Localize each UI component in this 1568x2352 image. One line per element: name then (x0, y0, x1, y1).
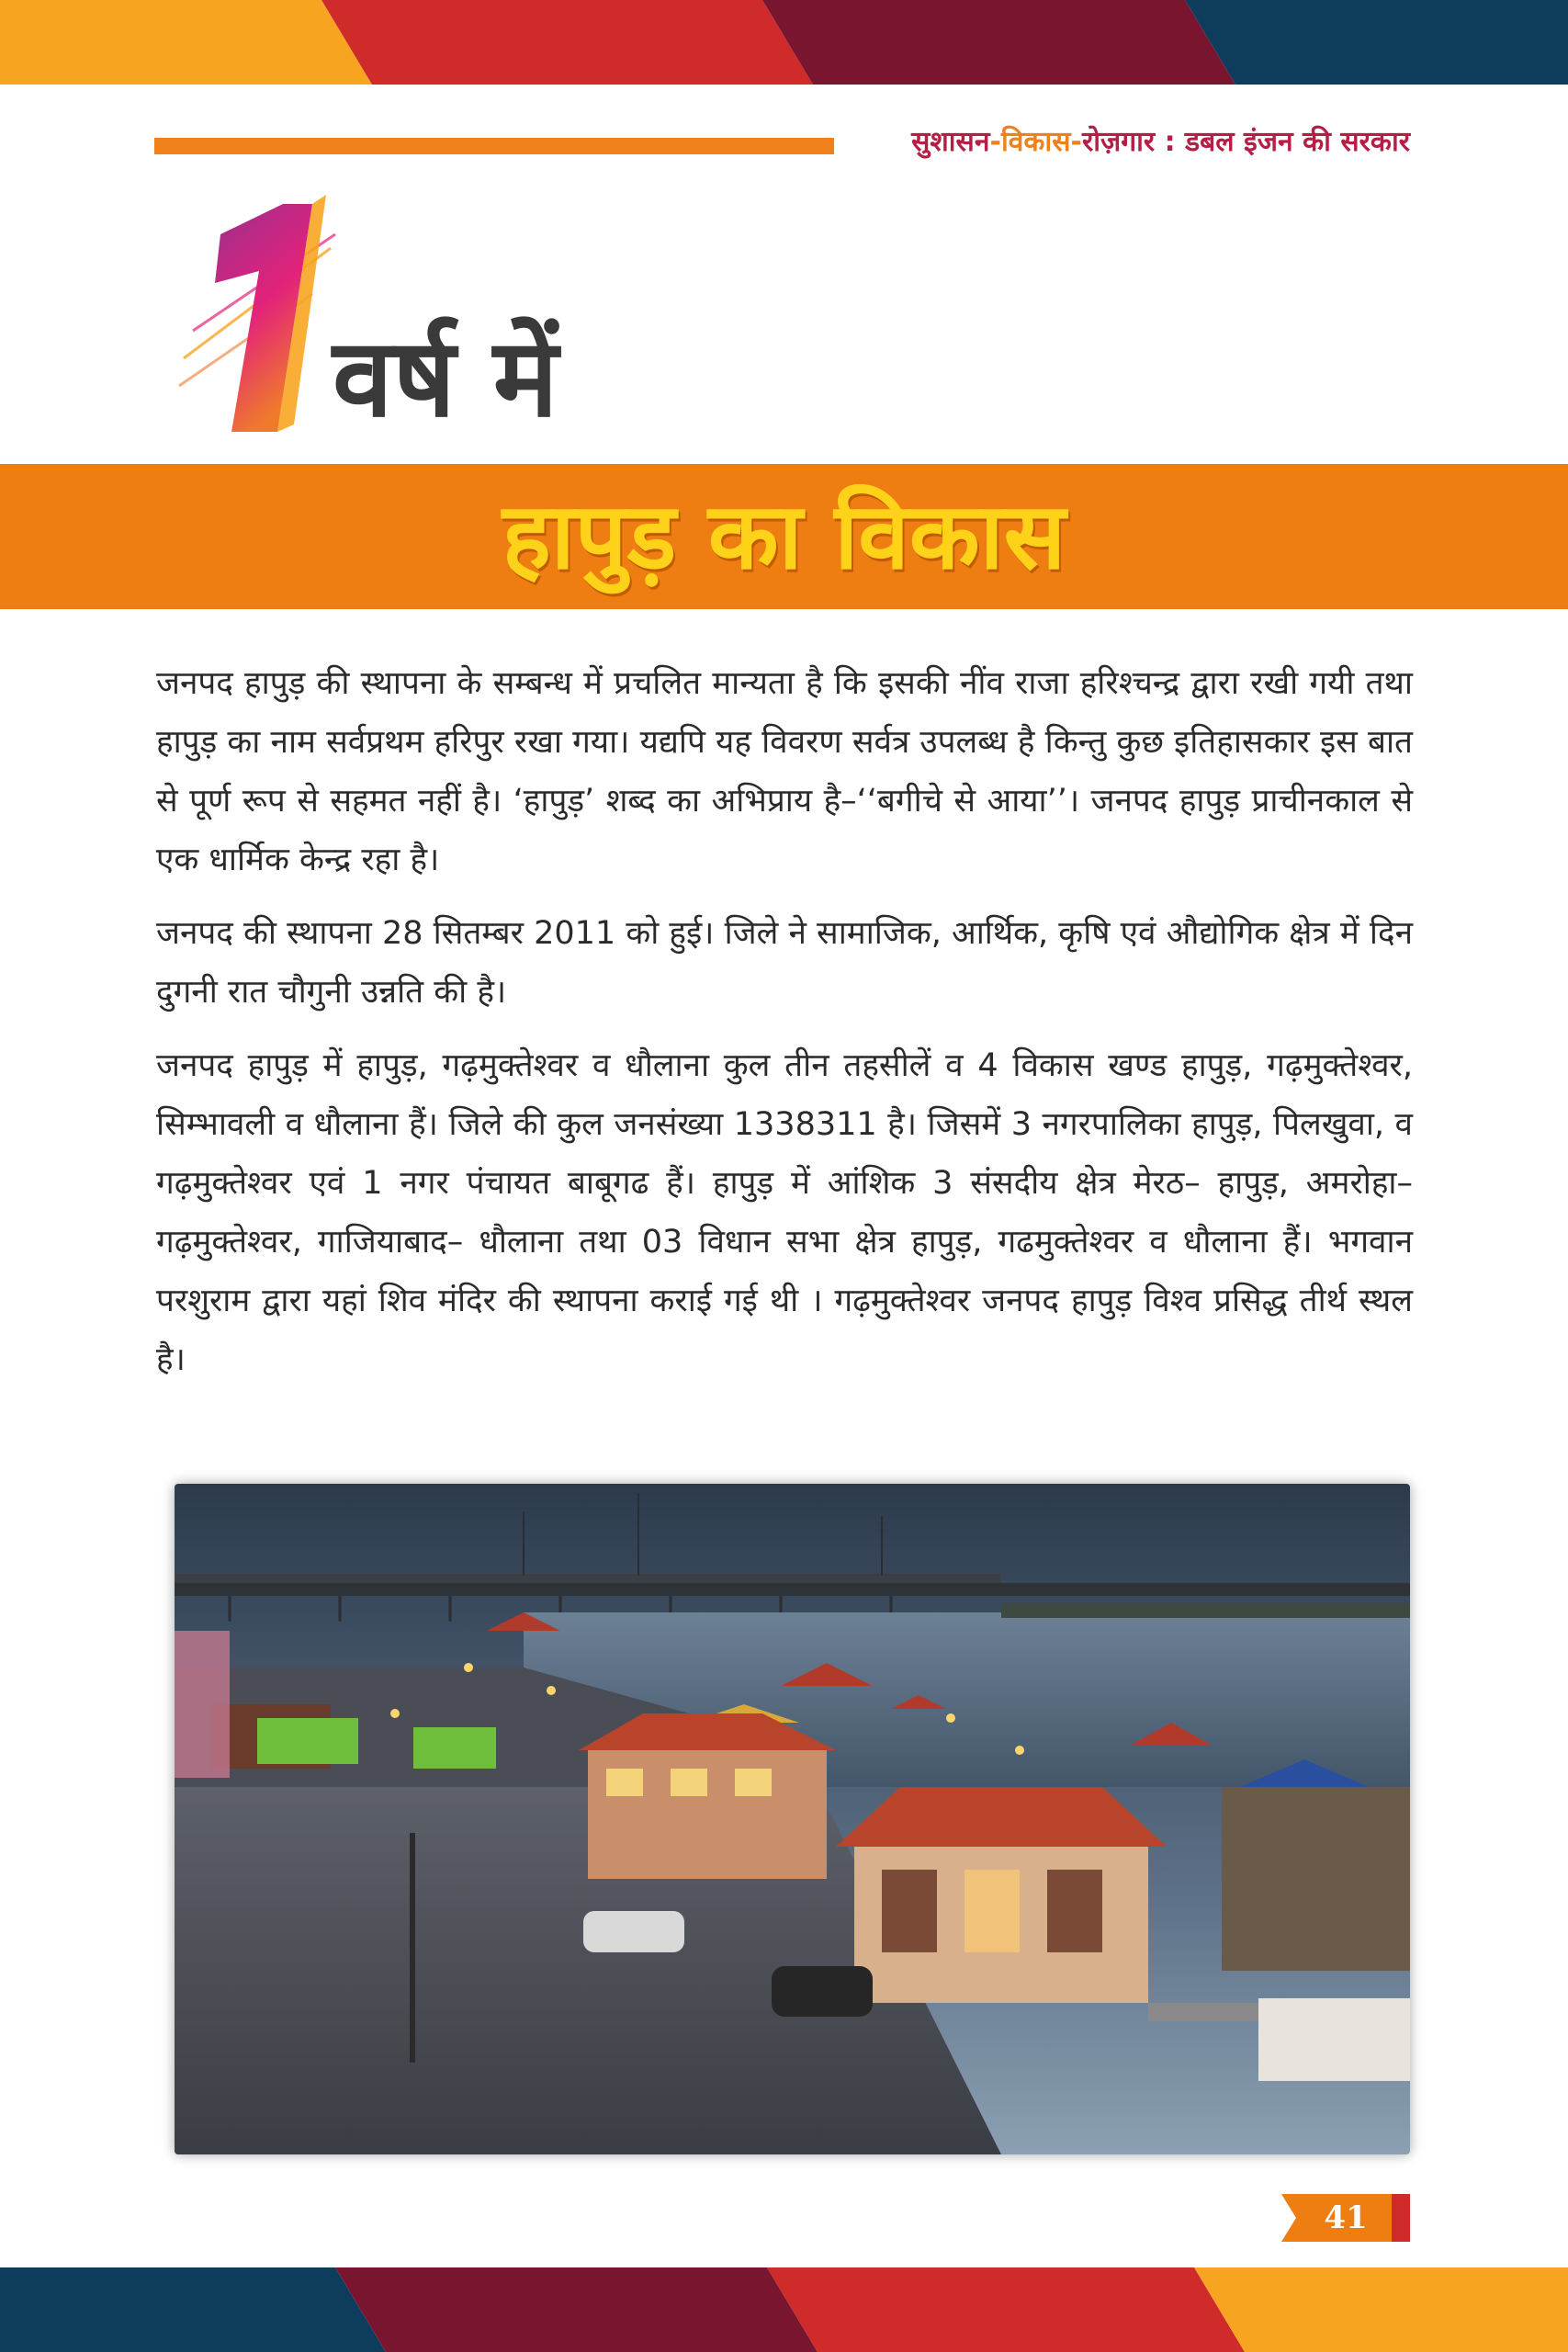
header-rule (154, 138, 834, 154)
page-title: हापुड़ का विकास (502, 481, 1066, 590)
tagline-part-1: सुशासन (911, 126, 990, 158)
ghat-photo (175, 1484, 1410, 2154)
top-decorative-bar (0, 0, 1568, 85)
bottom-decorative-bar (0, 2267, 1568, 2352)
heading-subtitle: वर्ष में (333, 313, 558, 441)
tagline-part-3: रोज़गार : डबल इंजन की सरकार (1081, 126, 1410, 158)
paragraph-1: जनपद हापुड़ की स्थापना के सम्बन्ध में प्रचलित मान्यता है कि इसकी नींव राजा हरिश्चन्द्र द्वारा रखी गयी तथा हापुड़ का नाम सर्वप्रथम हरिपुर रखा गया। यद्यपि यह विवरण सर्वत्र उपलब्ध है किन्तु कुछ इतिहासकार इस बात से पूर्ण रूप से सहमत नहीं है। ‘हापुड़’ शब्द का अभिप्राय है–‘‘बगीचे से आया’’। जनपद हापुड़ प्राचीनकाल से एक धार्मिक केन्द्र रहा है। (156, 665, 1413, 878)
header-tagline: सुशासन-विकास-रोज़गार : डबल इंजन की सरकार (911, 126, 1410, 158)
paragraph-3: जनपद हापुड़ में हापुड़, गढ़मुक्तेश्वर व धौलाना कुल तीन तहसीलें व 4 विकास खण्ड हापुड़, गढ़मुक्तेश्वर, सिम्भावली व धौलाना हैं। जिले की कुल जनसंख्या 1338311 है। जिसमें 3 नगरपालिका हापुड़, पिलखुवा, व गढ़मुक्तेश्वर एवं 1 नगर पंचायत बाबूगढ हैं। हापुड़ में आंशिक 3 संसदीय क्षेत्र मेरठ– हापुड़, अमरोहा– गढ़मुक्तेश्वर, गाजियाबाद– धौलाना तथा 03 विधान सभा क्षेत्र हापुड़, गढमुक्तेश्वर व धौलाना हैं। भगवान परशुराम द्वारा यहां शिव मंदिर की स्थापना कराई गई थी । गढ़मुक्तेश्वर जनपद हापुड़ विश्व प्रसिद्ध तीर्थ स्थल है। (156, 1047, 1413, 1378)
body-text (156, 654, 1413, 1404)
numeral-one-graphic (175, 184, 349, 441)
page-number: 41 (1324, 2199, 1368, 2236)
tagline-part-2: विकास (1000, 126, 1071, 158)
paragraph-2: जनपद की स्थापना 28 सितम्बर 2011 को हुई। जिले ने सामाजिक, आर्थिक, कृषि एवं औद्योगिक क्षेत्र में दिन दुगनी रात चौगुनी उन्नति की है। (156, 915, 1413, 1011)
